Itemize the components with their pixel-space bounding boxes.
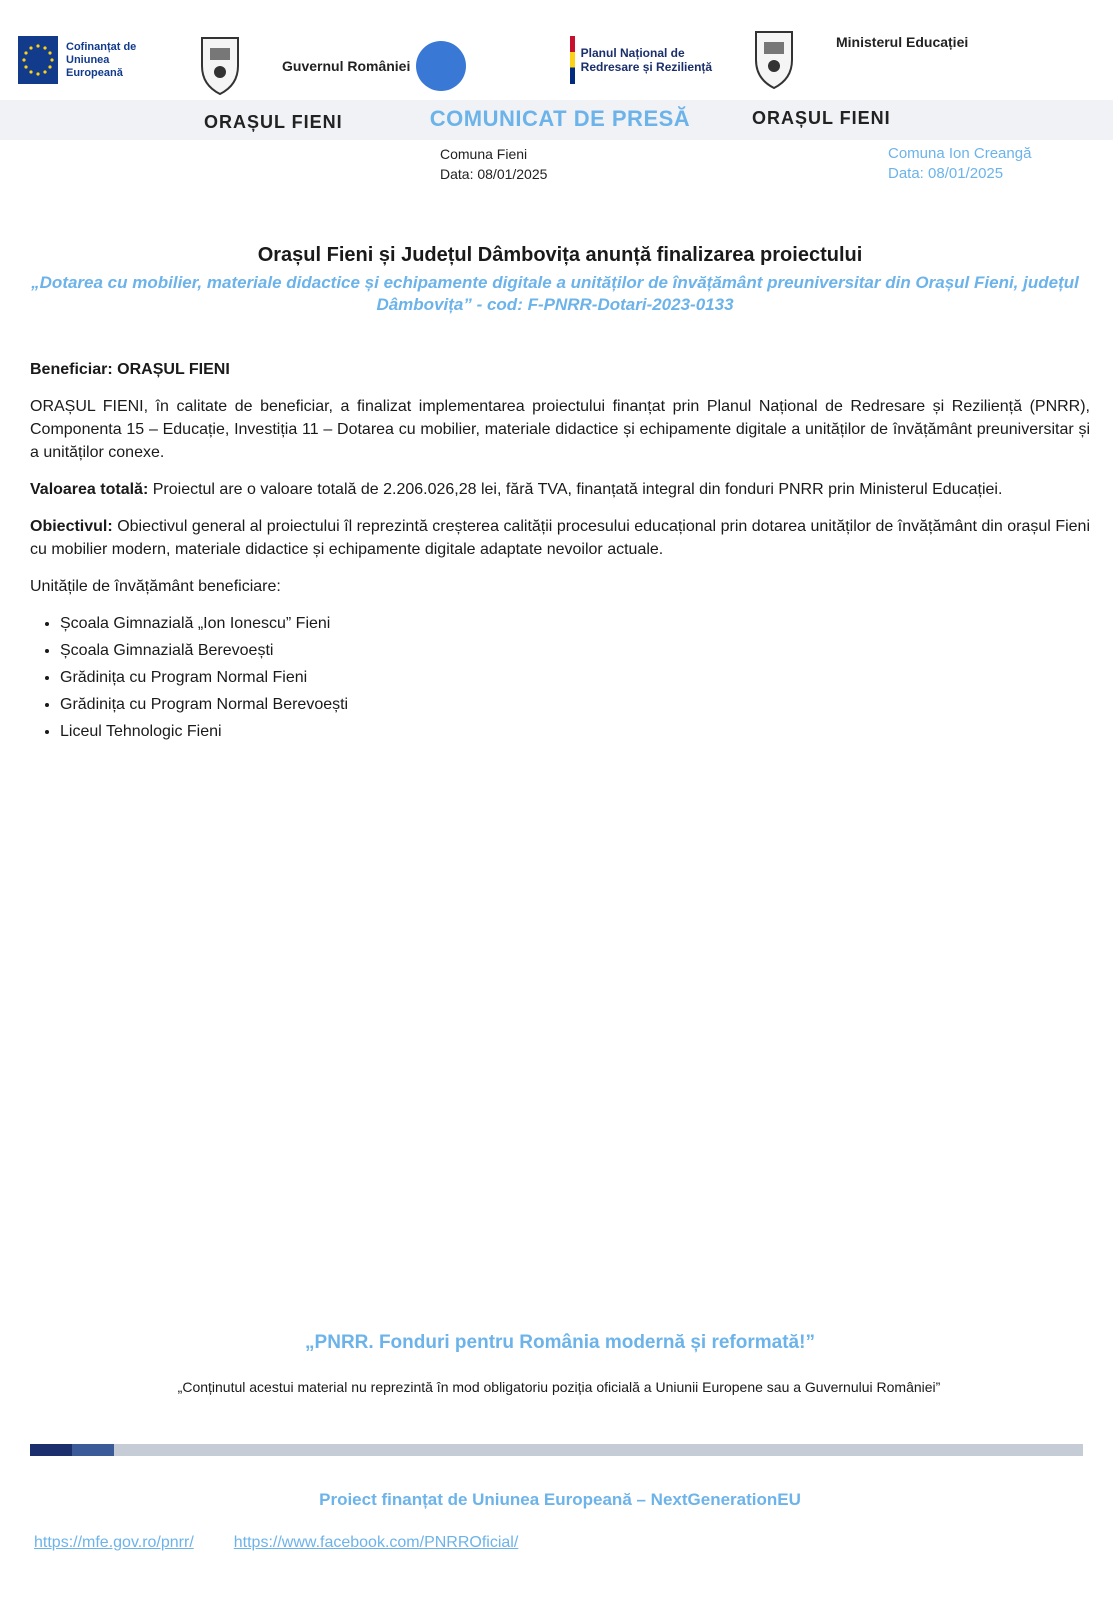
pnrr-logo [570, 30, 720, 90]
list-item: • Școala Gimnazială „Ion Ionescu” Fieni [60, 612, 1090, 635]
ministry-logo-text: Ministerul Educației [836, 34, 969, 50]
meta-left-label: Comuna Fieni [440, 146, 528, 162]
value-paragraph [30, 478, 1090, 501]
government-logo-text: Guvernul României [282, 58, 411, 74]
meta-right-label: Comuna Ion Creangă [888, 145, 1032, 162]
objective-label: Obiectivul: [30, 518, 113, 535]
band-right-label: ORAȘUL FIENI [752, 108, 891, 128]
objective-paragraph [30, 515, 1090, 561]
pnrr-logo-text: Planul Național de Redresare și Reziliență [580, 46, 713, 74]
intro-paragraph: ORAȘUL FIENI, în calitate de beneficiar, a finalizat implementarea proiectului finanțat prin Planul Național de Redresare și Reziliență (PNRR), Componenta 15 – Educație, Investiția 11 – Dotarea cu mobilier, materiale didactice și echipamente digitale a unităților de învățământ preuniversitar și a unităților conexe. [30, 398, 1090, 461]
value-text: Proiectul are o valoare totală de 2.206.026,28 lei, fără TVA, finanțată integral din fonduri PNRR prin Ministerul Educației. [152, 481, 1003, 498]
footer-slogan: „PNRR. Fonduri pentru România modernă și reformată!” [305, 1332, 815, 1353]
beneficiary-value: ORAȘUL FIENI [117, 361, 230, 378]
meta-left-date: Data: 08/01/2025 [440, 166, 548, 182]
list-item: • Grădinița cu Program Normal Berevoești [60, 693, 1090, 716]
band-left-label: ORAȘUL FIENI [204, 112, 343, 132]
footer-divider [30, 1444, 1083, 1456]
eu-logo-text: Cofinanțat de Uniunea Europeană [66, 40, 137, 79]
coat-of-arms-icon [196, 28, 244, 100]
value-label: Valoarea totală: [30, 481, 149, 498]
document-body [30, 358, 1090, 757]
list-item: • Liceul Tehnologic Fieni [60, 720, 1090, 743]
eu-flag-icon [18, 36, 58, 84]
objective-text: Obiectivul general al proiectului îl reprezintă creșterea calității procesului educațional prin dotarea unităților de învățământ din orașul Fieni cu mobilier modern, materiale didactice și echipamente digitale adaptate nevoilor actuale. [30, 518, 1090, 558]
government-logo [282, 38, 472, 94]
units-list [60, 612, 1090, 743]
footer-link-facebook[interactable]: https://www.facebook.com/PNRROficial/ [233, 1534, 519, 1551]
footer-disclaimer: „Conținutul acestui material nu reprezintă în mod obligatoriu poziția oficială a Uniunii Europene sau a Guvernului României” [177, 1379, 941, 1395]
document-title: Orașul Fieni și Județul Dâmbovița anunță finalizarea proiectului [257, 244, 863, 266]
beneficiary-paragraph [30, 358, 1090, 381]
coat-of-arms-icon [750, 22, 798, 94]
list-item: • Grădinița cu Program Normal Fieni [60, 666, 1090, 689]
meta-right-date: Data: 08/01/2025 [888, 165, 1004, 182]
units-intro: Unitățile de învățământ beneficiare: [30, 578, 281, 595]
beneficiary-label: Beneficiar: [30, 361, 113, 378]
footer-link-pnrr[interactable]: https://mfe.gov.ro/pnrr/ [34, 1534, 194, 1551]
press-release-title: COMUNICAT DE PRESĂ [429, 106, 691, 131]
romania-flag-icon [570, 36, 575, 84]
meta-left [440, 144, 547, 184]
footer-links [34, 1534, 1094, 1552]
eu-logo [18, 30, 158, 90]
footer-eu-funding: Proiect finanțat de Uniunea Europeană – NextGenerationEU [319, 1490, 801, 1509]
government-circle-icon [416, 41, 466, 91]
meta-right [888, 144, 1031, 184]
document-subtitle: „Dotarea cu mobilier, materiale didactice și echipamente digitale a unităților de învățământ preuniversitar din Orașul Fieni, județul Dâmbovița” - cod: F-PNRR-Dotari-2023-0133 [31, 273, 1079, 314]
list-item: • Școala Gimnazială Berevoești [60, 639, 1090, 662]
